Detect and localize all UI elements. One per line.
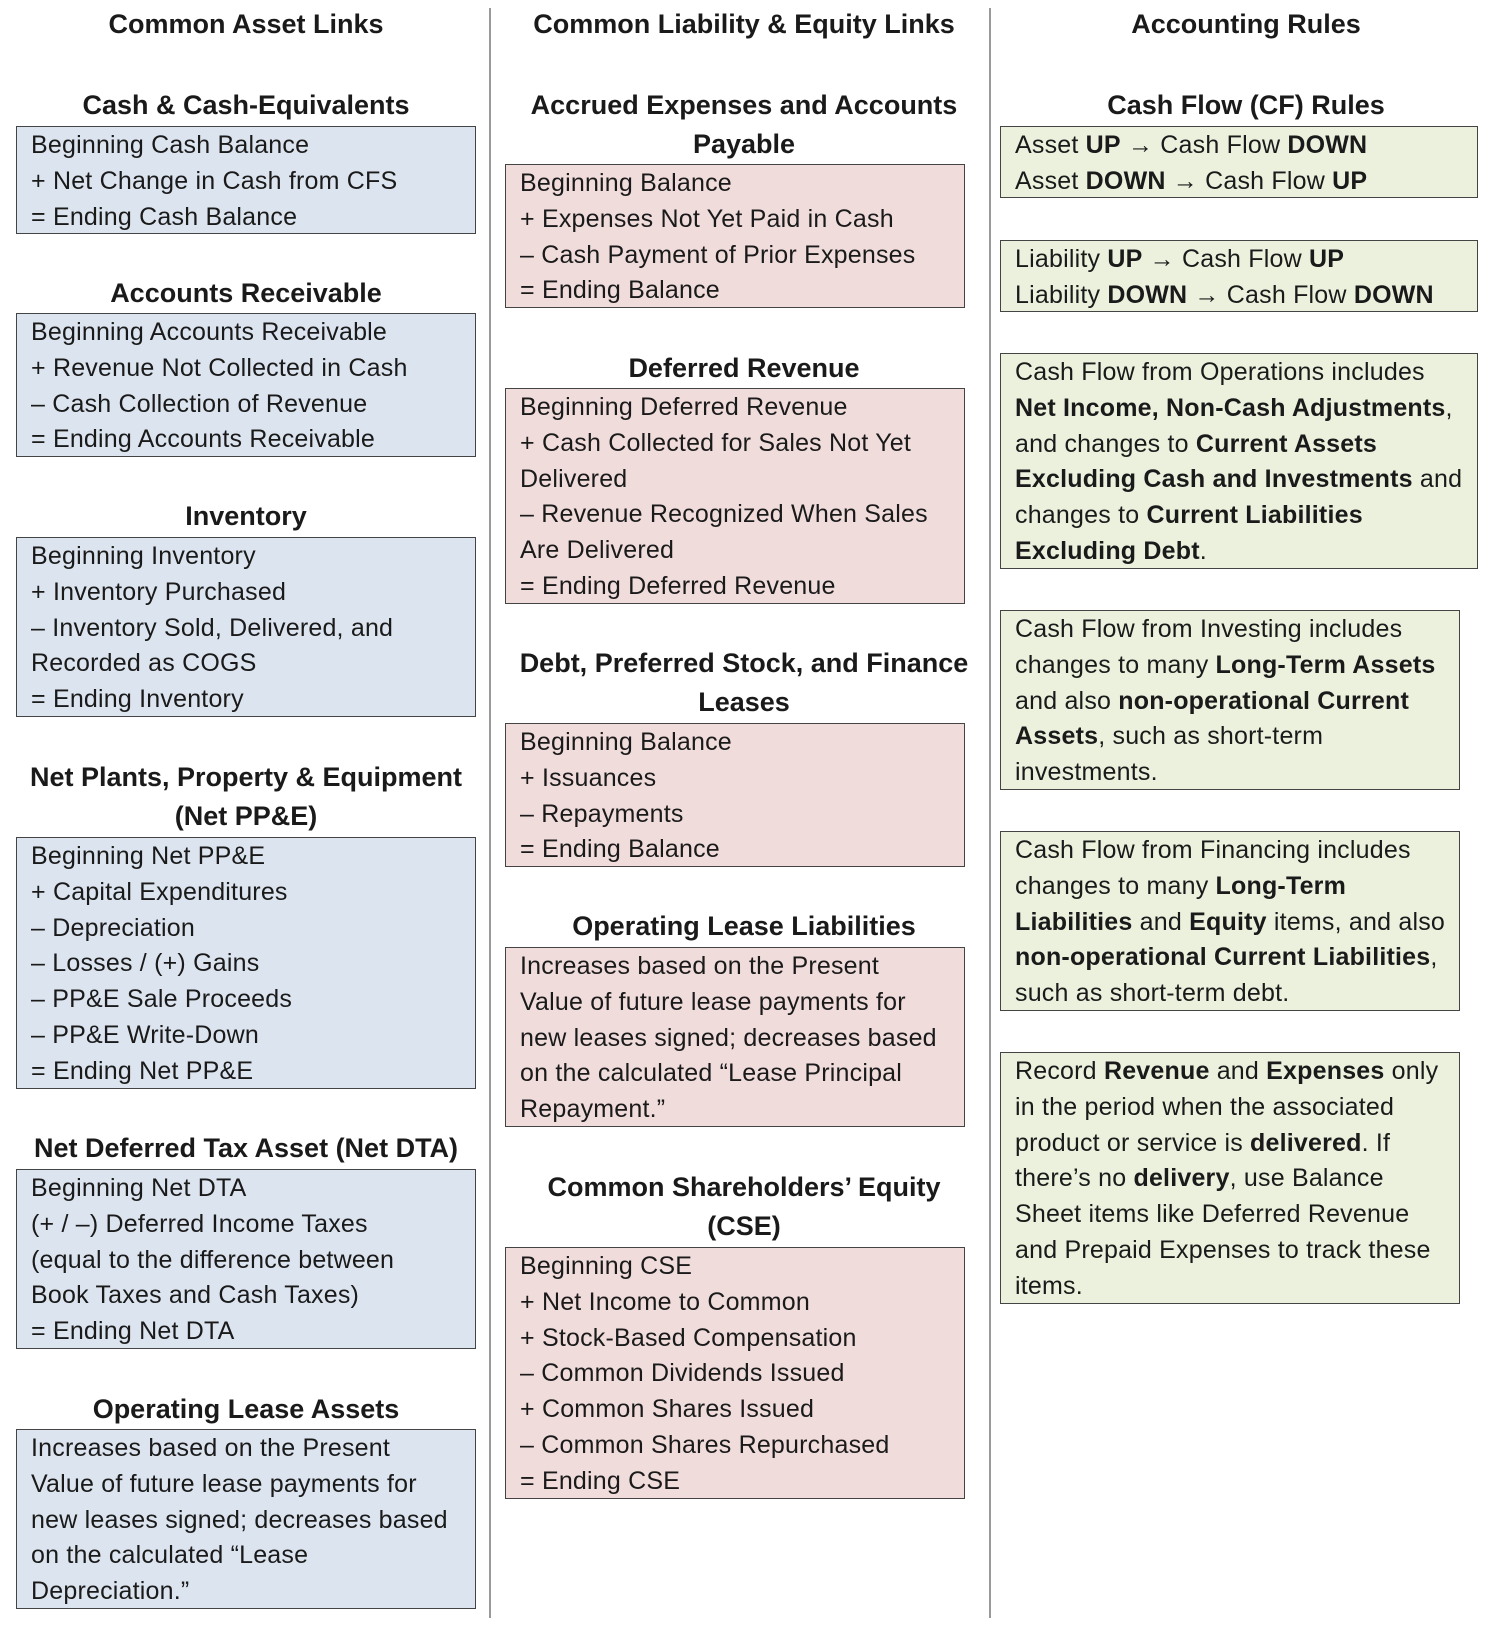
ppe-line: – Depreciation [31, 913, 196, 942]
asset-rule-box [1000, 126, 1478, 198]
debt-line: = Ending Balance [520, 835, 720, 864]
section-title-cse [495, 1168, 993, 1246]
dta-line: = Ending Net DTA [31, 1317, 235, 1346]
debt-line: Beginning Balance [520, 728, 732, 756]
section-title-deferred-revenue: Deferred Revenue [628, 353, 860, 383]
inventory-line: – Inventory Sold, Delivered, and [31, 613, 394, 642]
ppe-line: – PP&E Sale Proceeds [31, 985, 293, 1014]
asset-rule-line: Asset DOWN → Cash Flow UP [1015, 166, 1368, 195]
liability-rule-box [1000, 240, 1478, 312]
cse-line: + Net Income to Common [520, 1287, 810, 1316]
net-ppe-box [16, 837, 476, 1089]
column-header-liabilities: Common Liability & Equity Links [533, 9, 955, 39]
cse-line: = Ending CSE [520, 1466, 681, 1495]
column-divider-right [989, 8, 991, 1618]
dta-line: (+ / –) Deferred Income Taxes [31, 1209, 368, 1238]
ar-line: = Ending Accounts Receivable [31, 425, 376, 454]
ppe-line: – PP&E Write-Down [31, 1020, 260, 1049]
section-title-operating-lease-assets: Operating Lease Assets [92, 1394, 400, 1424]
ola-line: Increases based on the Present [31, 1434, 391, 1462]
debt-box [505, 723, 965, 867]
accrued-title-line: Payable [692, 129, 796, 159]
cfi-rule-box [1000, 610, 1460, 790]
cash-box [16, 126, 476, 234]
accounts-receivable-box [16, 313, 476, 457]
net-dta-box [16, 1169, 476, 1349]
section-title-operating-lease-liabilities: Operating Lease Liabilities [572, 911, 916, 941]
deferred-line: + Cash Collected for Sales Not Yet [520, 428, 912, 457]
deferred-line: Are Delivered [520, 536, 675, 565]
dta-line: Beginning Net DTA [31, 1174, 247, 1202]
liability-rule-line: Liability UP → Cash Flow UP [1015, 245, 1345, 273]
accrued-line: – Cash Payment of Prior Expenses [520, 240, 916, 269]
cse-box [505, 1247, 965, 1499]
column-header-rules: Accounting Rules [1131, 9, 1361, 39]
net-ppe-title-line: Net Plants, Property & Equipment [29, 762, 463, 792]
section-title-cf-rules: Cash Flow (CF) Rules [1107, 90, 1385, 120]
ola-line: new leases signed; decreases based [31, 1505, 448, 1534]
cfi-rule-text: Cash Flow from Investing includes changes to many Long-Term Assets and also non-operational Current Assets, such as short-term investments. [1015, 615, 1436, 787]
accrued-line: = Ending Balance [520, 276, 720, 305]
debt-title-line: Leases [698, 687, 790, 717]
recognition-rule-box [1000, 1052, 1460, 1304]
cash-line: = Ending Cash Balance [31, 202, 298, 231]
ola-line: on the calculated “Lease [31, 1541, 309, 1570]
oll-line: new leases signed; decreases based [520, 1023, 937, 1052]
inventory-line: Beginning Inventory [31, 542, 256, 570]
deferred-line: Beginning Deferred Revenue [520, 393, 848, 421]
deferred-line: = Ending Deferred Revenue [520, 571, 836, 600]
inventory-line: = Ending Inventory [31, 685, 244, 714]
ppe-line: – Losses / (+) Gains [31, 949, 260, 978]
debt-line: + Issuances [520, 763, 657, 792]
operating-lease-liabilities-box [505, 947, 965, 1127]
ola-line: Value of future lease payments for [31, 1469, 417, 1498]
oll-line: on the calculated “Lease Principal [520, 1059, 903, 1088]
accrued-line: Beginning Balance [520, 169, 732, 197]
accrued-line: + Expenses Not Yet Paid in Cash [520, 204, 894, 233]
oll-line: Increases based on the Present [520, 952, 880, 980]
section-title-accrued-expenses [495, 86, 993, 164]
deferred-revenue-box [505, 388, 965, 604]
cfo-rule-text: Cash Flow from Operations includes Net Income, Non-Cash Adjustments, and changes to Current Assets Excluding Cash and Investments and changes to Current Liabilities Excluding Debt. [1015, 358, 1463, 565]
inventory-line: Recorded as COGS [31, 649, 257, 678]
ar-line: Beginning Accounts Receivable [31, 318, 388, 346]
section-title-net-dta: Net Deferred Tax Asset (Net DTA) [33, 1133, 459, 1163]
cse-line: – Common Shares Repurchased [520, 1430, 890, 1459]
cff-rule-text: Cash Flow from Financing includes changes to many Long-Term Liabilities and Equity items, and also non-operational Current Liabilities, such as short-term debt. [1015, 836, 1446, 1008]
asset-rule-line: Asset UP → Cash Flow DOWN [1015, 131, 1368, 159]
debt-line: – Repayments [520, 799, 684, 828]
section-title-inventory: Inventory [185, 501, 307, 531]
ar-line: + Revenue Not Collected in Cash [31, 353, 408, 382]
inventory-line: + Inventory Purchased [31, 577, 287, 606]
liability-rule-line: Liability DOWN → Cash Flow DOWN [1015, 280, 1434, 309]
ola-line: Depreciation.” [31, 1577, 190, 1606]
section-title-net-ppe [0, 758, 492, 836]
ppe-line: Beginning Net PP&E [31, 842, 266, 870]
cse-line: Beginning CSE [520, 1252, 693, 1280]
deferred-line: Delivered [520, 464, 628, 493]
operating-lease-assets-box [16, 1429, 476, 1609]
oll-line: Value of future lease payments for [520, 987, 906, 1016]
cfo-rule-box [1000, 353, 1478, 569]
ppe-line: = Ending Net PP&E [31, 1056, 254, 1085]
cse-title-line: (CSE) [707, 1211, 781, 1241]
inventory-box [16, 537, 476, 717]
ar-line: – Cash Collection of Revenue [31, 389, 368, 418]
column-header-assets: Common Asset Links [108, 9, 384, 39]
cse-line: + Stock-Based Compensation [520, 1323, 857, 1352]
section-title-debt [495, 644, 993, 722]
deferred-line: – Revenue Recognized When Sales [520, 500, 928, 529]
ppe-line: + Capital Expenditures [31, 877, 288, 906]
cash-line: + Net Change in Cash from CFS [31, 166, 398, 195]
cash-line: Beginning Cash Balance [31, 131, 310, 159]
net-ppe-title-line: (Net PP&E) [174, 801, 318, 831]
cse-line: – Common Dividends Issued [520, 1359, 845, 1388]
cse-line: + Common Shares Issued [520, 1395, 815, 1424]
cff-rule-box [1000, 831, 1460, 1011]
accrued-expenses-box [505, 164, 965, 308]
dta-line: (equal to the difference between [31, 1245, 395, 1274]
cse-title-line: Common Shareholders’ Equity [547, 1172, 941, 1202]
debt-title-line: Debt, Preferred Stock, and Finance [519, 648, 969, 678]
accrued-title-line: Accrued Expenses and Accounts [530, 90, 958, 120]
section-title-accounts-receivable: Accounts Receivable [110, 278, 382, 308]
section-title-cash: Cash & Cash-Equivalents [82, 90, 410, 120]
recognition-rule-text: Record Revenue and Expenses only in the period when the associated product or service is delivered. If there’s no delivery, use Balance Sheet items like Deferred Revenue and Prepaid Expenses to track these items. [1015, 1057, 1439, 1300]
dta-line: Book Taxes and Cash Taxes) [31, 1281, 360, 1310]
oll-line: Repayment.” [520, 1095, 666, 1124]
